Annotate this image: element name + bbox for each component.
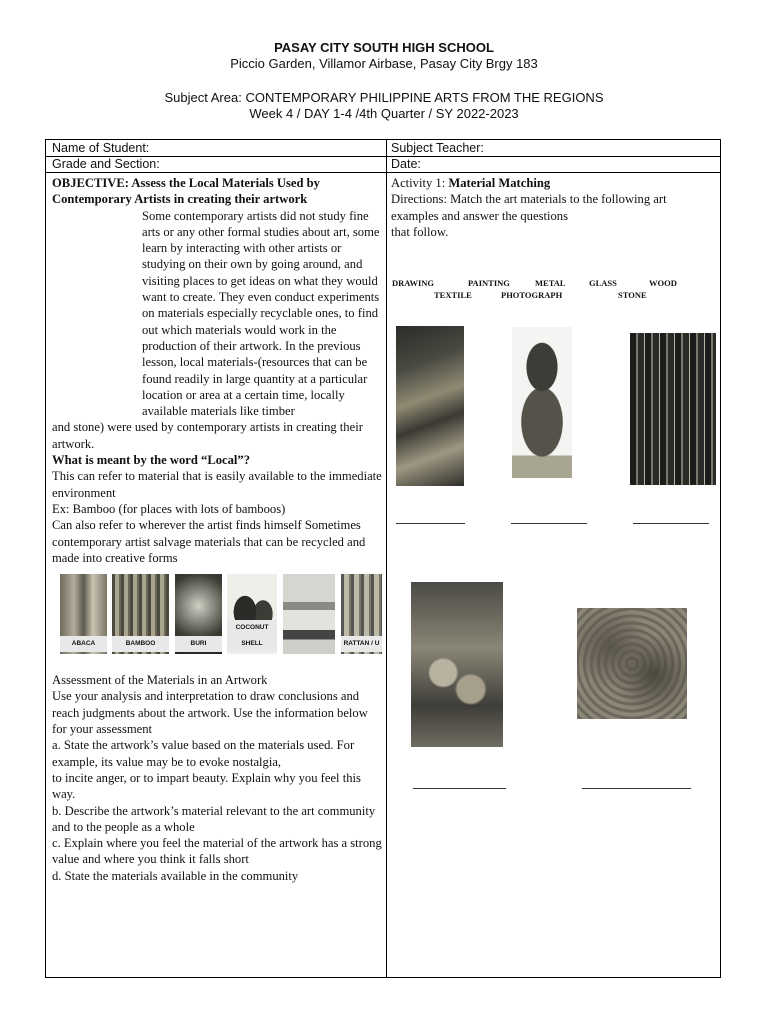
assessment-title: Assessment of the Materials in an Artwork: [52, 673, 268, 688]
local-answer-2: Ex: Bamboo (for places with lots of bamboos): [52, 501, 286, 516]
local-answer-3: Can also refer to wherever the artist finds himself Sometimes contemporary artist salvage materials that can be recycled and made into creative forms: [52, 518, 366, 565]
directions-cont: that follow.: [391, 224, 449, 239]
activity-title: Material Matching: [448, 176, 551, 190]
coconut-shell-image: [227, 574, 277, 654]
assessment-item-a: a. State the artwork’s value based on the materials used. For example, its value may be to evoke nostalgia,: [52, 738, 355, 769]
intro-paragraph-cont: and stone) were used by contemporary artists in creating their artwork.: [52, 420, 363, 451]
answer-blank-1[interactable]: [396, 523, 465, 524]
recycled-materials-image: [283, 574, 335, 654]
subject-area: Subject Area: CONTEMPORARY PHILIPPINE ARTS FROM THE REGIONS: [164, 90, 604, 105]
materials-thumbnails: [52, 574, 382, 658]
student-name-label: Name of Student:: [52, 141, 150, 155]
activity-prefix: Activity 1:: [391, 176, 449, 190]
worksheet-table: [45, 139, 721, 978]
activity-column: [391, 175, 716, 240]
bamboo-image: [112, 574, 169, 654]
grade-section-label: Grade and Section:: [52, 157, 160, 171]
choice-wood: WOOD: [649, 278, 677, 288]
thumb-label: ABACA: [60, 636, 107, 652]
choice-textile: TEXTILE: [434, 290, 472, 300]
school-name: PASAY CITY SOUTH HIGH SCHOOL: [274, 40, 494, 55]
assessment-item-a-cont: to incite anger, or to impart beauty. Explain why you feel this way.: [52, 770, 361, 802]
answer-blank-2[interactable]: [511, 523, 587, 524]
objective: OBJECTIVE: Assess the Local Materials Used by Contemporary Artists in creating their artwork: [52, 176, 320, 207]
choice-glass: GLASS: [589, 278, 617, 288]
intro-paragraph: Some contemporary artists did not study fine arts or any other formal studies about art, some learn by interacting with other artists or studying on their own by going around, and visiting places to get ideas on what they would want to create. They even conduct experiments on materials especially recyclable ones, to find out which materials would work in the production of their artwork. In the previous lesson, local materials-(resources that can be found readily in large quantity at a particular location or area at a certain time, locally available materials like timber: [142, 208, 380, 419]
abaca-image: [60, 574, 107, 654]
artwork-1-image: [396, 326, 464, 486]
lesson-column: [52, 175, 382, 884]
directions: Directions: Match the art materials to the following art examples and answer the questions: [391, 192, 667, 223]
buri-image: [175, 574, 222, 654]
subject-teacher-label: Subject Teacher:: [391, 141, 484, 155]
activity-heading: [391, 175, 716, 191]
choice-metal: METAL: [535, 278, 566, 288]
date-label: Date:: [391, 157, 421, 171]
assessment-item-b: b. Describe the artwork’s material relevant to the art community and to the people as a whole: [52, 803, 376, 834]
artwork-2-image: [512, 327, 572, 478]
local-answer-1: This can refer to material that is easily available to the immediate environment: [52, 469, 382, 500]
choice-photograph: PHOTOGRAPH: [501, 290, 563, 300]
choice-stone: STONE: [618, 290, 647, 300]
answer-blank-4[interactable]: [413, 788, 506, 789]
choice-painting: PAINTING: [468, 278, 510, 288]
thumb-label: COCONUT SHELL: [227, 620, 277, 653]
answer-blank-3[interactable]: [633, 523, 709, 524]
assessment-item-c: c. Explain where you feel the material of the artwork has a strong value and where you think it falls short: [52, 836, 382, 867]
assessment-item-d: d. State the materials available in the community: [52, 868, 299, 883]
local-question: What is meant by the word “Local”?: [52, 453, 251, 468]
thumb-label: BAMBOO: [112, 636, 169, 652]
school-address: Piccio Garden, Villamor Airbase, Pasay City Brgy 183: [230, 56, 538, 71]
choice-drawing: DRAWING: [392, 278, 435, 288]
rattan-image: [341, 574, 382, 654]
artwork-4-image: [411, 582, 503, 747]
artwork-3-image: [630, 333, 716, 485]
row-divider: [46, 172, 720, 173]
answer-blank-5[interactable]: [582, 788, 691, 789]
week-quarter: Week 4 / DAY 1-4 /4th Quarter / SY 2022-2023: [249, 106, 519, 121]
column-divider: [386, 140, 387, 977]
thumb-label: BURI: [175, 636, 222, 652]
assessment-intro: Use your analysis and interpretation to draw conclusions and reach judgments about the artwork. Use the information below for your assessment: [52, 689, 368, 737]
artwork-5-image: [577, 608, 687, 719]
thumb-label: RATTAN / U: [341, 636, 382, 652]
